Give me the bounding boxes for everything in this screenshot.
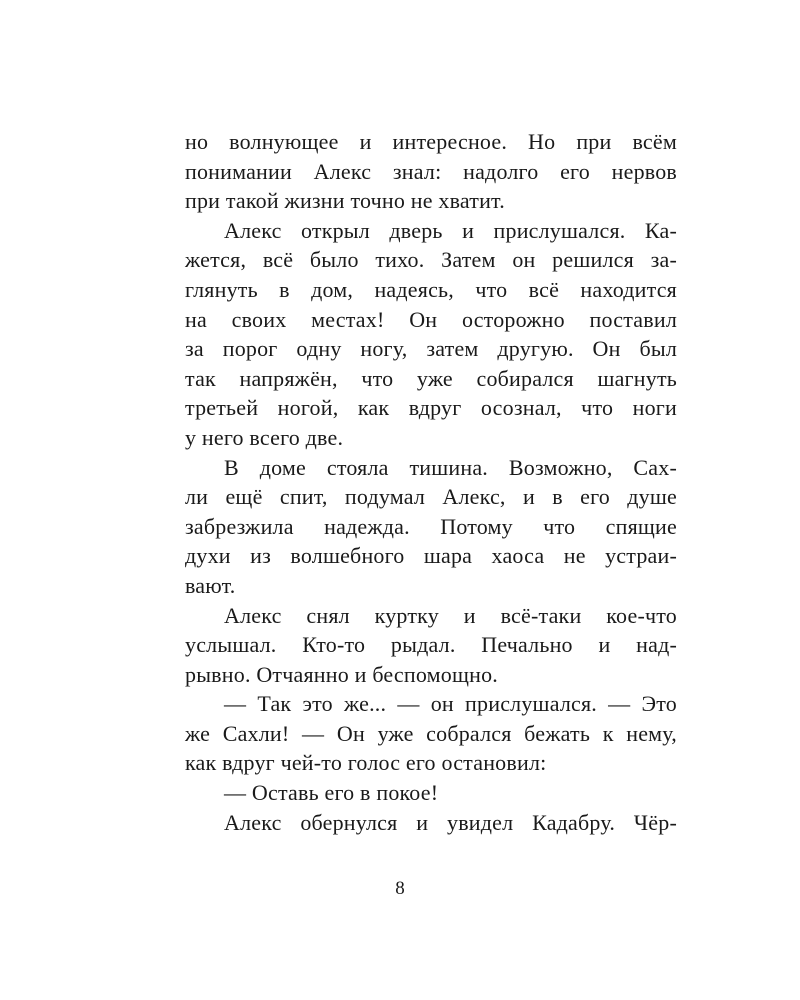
paragraph xyxy=(185,808,677,838)
text-line: но волнующее и интересное. Но при всём xyxy=(185,129,677,154)
text-line: ли ещё спит, подумал Алекс, и в его душе xyxy=(185,484,677,510)
text-line: глянуть в дом, надеясь, что всё находится xyxy=(185,276,677,302)
text-line: — Так это же... — он прислушался. — Это xyxy=(224,691,677,717)
text-line: забрезжила надежда. Потому что спящие xyxy=(185,513,677,539)
paragraph xyxy=(185,689,677,778)
text-line: — Оставь его в покое! xyxy=(224,780,439,806)
text-line: В доме стояла тишина. Возможно, Сах- xyxy=(224,454,677,480)
text-line: духи из волшебного шара хаоса не устраи- xyxy=(185,543,677,569)
paragraph xyxy=(185,127,677,216)
text-line: Алекс снял куртку и всё-таки кое-что xyxy=(224,602,677,628)
body-text xyxy=(185,127,677,837)
text-line: за порог одну ногу, затем другую. Он был xyxy=(185,336,677,362)
text-line: жется, всё было тихо. Затем он решился за- xyxy=(185,247,677,273)
text-line: же Сахли! — Он уже собрался бежать к нему, xyxy=(185,720,677,746)
text-line: рывно. Отчаянно и беспомощно. xyxy=(185,661,498,687)
text-line: так напряжён, что уже собирался шагнуть xyxy=(185,365,677,391)
text-line: вают. xyxy=(185,572,236,598)
page-number: 8 xyxy=(395,878,405,899)
text-line: на своих местах! Он осторожно поставил xyxy=(185,306,677,332)
paragraph xyxy=(185,778,677,808)
text-line: третьей ногой, как вдруг осознал, что ноги xyxy=(185,395,677,421)
text-line: Алекс обернулся и увидел Кадабру. Чёр- xyxy=(224,809,677,835)
text-line: при такой жизни точно не хватит. xyxy=(185,188,505,214)
text-line: Алекс открыл дверь и прислушался. Ка- xyxy=(224,217,677,243)
paragraph xyxy=(185,453,677,601)
text-line: понимании Алекс знал: надолго его нервов xyxy=(185,158,677,184)
paragraph xyxy=(185,216,677,453)
text-line: как вдруг чей-то голос его остановил: xyxy=(185,750,547,776)
text-line: у него всего две. xyxy=(185,424,344,450)
paragraph xyxy=(185,601,677,690)
text-line: услышал. Кто-то рыдал. Печально и над- xyxy=(185,632,677,658)
